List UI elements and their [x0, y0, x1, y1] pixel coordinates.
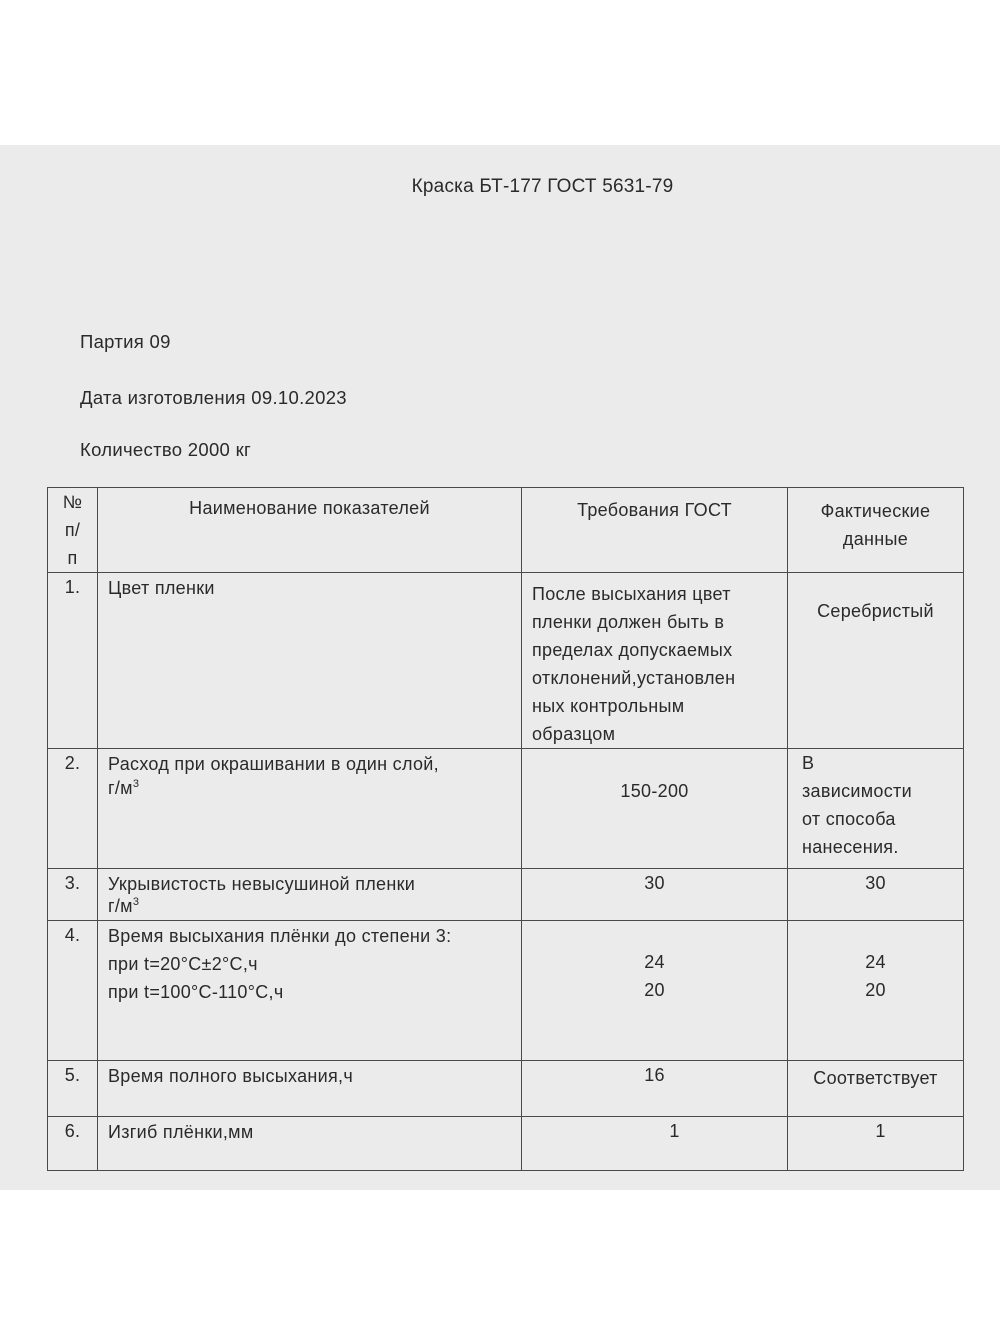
table-row: [48, 921, 964, 1061]
indicator-name: Укрывистость невысушиной пленки $г/м^3$: [98, 869, 522, 921]
gost-requirement: 30: [522, 869, 788, 921]
batch-label: Партия 09: [80, 331, 171, 352]
row-number: 3.: [48, 869, 98, 921]
gost-requirement: 24 20: [522, 921, 788, 1061]
header-actual-data: Фактические данные: [788, 488, 964, 573]
row-number: 2.: [48, 749, 98, 869]
table-row: [48, 869, 964, 921]
table-row: [48, 573, 964, 749]
manufacture-date: Дата изготовления 09.10.2023: [80, 387, 347, 408]
actual-value: Серебристый: [788, 573, 964, 749]
actual-value: 30: [788, 869, 964, 921]
row-number: 4.: [48, 921, 98, 1061]
actual-value: Соответствует: [788, 1061, 964, 1117]
header-indicator-name: Наименование показателей: [98, 488, 522, 573]
quantity-label: Количество 2000 кг: [80, 439, 252, 460]
indicator-name: Расход при окрашивании в один слой, $г/м^3$: [98, 749, 522, 869]
actual-value: 24 20: [788, 921, 964, 1061]
document-title: Краска БТ-177 ГОСТ 5631-79: [411, 176, 674, 197]
row-number: 6.: [48, 1117, 98, 1171]
table-header-row: [48, 488, 964, 573]
specification-table: [47, 487, 964, 1171]
table-row: [48, 1061, 964, 1117]
gost-requirement: 150-200: [522, 749, 788, 869]
gost-requirement: 16: [522, 1061, 788, 1117]
actual-value: В зависимости от способа нанесения.: [788, 749, 964, 869]
indicator-name: Время полного высыхания,ч: [98, 1061, 522, 1117]
header-gost-requirements: Требования ГОСТ: [522, 488, 788, 573]
row-number: 5.: [48, 1061, 98, 1117]
table-row: [48, 749, 964, 869]
gost-requirement: После высыхания цвет пленки должен быть в пределах допускаемых отклонений,установлен ных контрольным образцом: [522, 573, 788, 749]
gost-requirement: 1: [522, 1117, 788, 1171]
actual-value: 1: [788, 1117, 964, 1171]
indicator-name: Изгиб плёнки,мм: [98, 1117, 522, 1171]
row-number: 1.: [48, 573, 98, 749]
table-row: [48, 1117, 964, 1171]
indicator-name: Время высыхания плёнки до степени 3: при t=20°C±2°C,ч при t=100°C-110°C,ч: [98, 921, 522, 1061]
header-number: № п/ п: [48, 488, 98, 573]
indicator-name: Цвет пленки: [98, 573, 522, 749]
